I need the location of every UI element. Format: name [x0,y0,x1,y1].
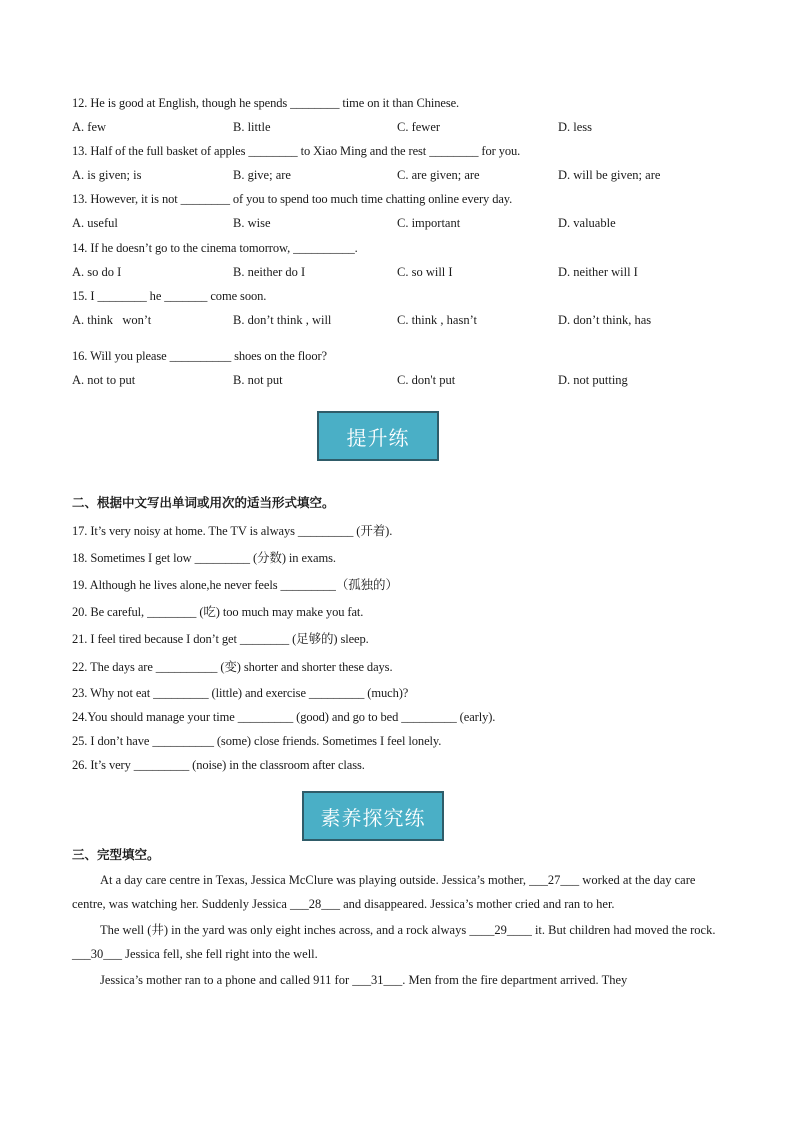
section-badge-improve: 提升练 [317,411,439,461]
option-a: A. not to put [72,373,136,387]
fill-item: 23. Why not eat _________ (little) and exercise _________ (much)? [72,686,409,700]
option-a: A. so do I [72,265,122,279]
question-options [72,372,752,388]
question-options [72,119,752,135]
option-c: C. think , hasn’t [397,313,477,327]
question-stem: 13. Half of the full basket of apples ________ to Xiao Ming and the rest ________ for you. [72,144,521,158]
option-b: B. neither do I [233,265,306,279]
option-a: A. few [72,120,107,134]
option-a: A. is given; is [72,168,142,182]
option-d: D. valuable [558,216,616,230]
option-a: A. useful [72,216,118,230]
question-options [72,312,752,328]
question-stem: 14. If he doesn’t go to the cinema tomorrow, __________. [72,241,358,255]
option-c: C. so will I [397,265,453,279]
fill-item: 26. It’s very _________ (noise) in the classroom after class. [72,758,365,772]
section-title: 三、完型填空。 [72,847,160,862]
option-b: B. give; are [233,168,291,182]
cloze-paragraph: At a day care centre in Texas, Jessica McClure was playing outside. Jessica’s mother, ___27___ worked at the day care centre, was watching her. Suddenly Jessica ___28___ and disappeared. Jessica’s mother cried and ran to her. [72,873,696,911]
cloze-paragraph: The well (井) in the yard was only eight inches across, and a rock always ____29____ it. But children had moved the rock. ___30___ Jessica fell, she fell right into the well. [72,923,716,961]
option-c: C. are given; are [397,168,480,182]
fill-item: 18. Sometimes I get low _________ (分数) in exams. [72,551,336,565]
question-stem: 16. Will you please __________ shoes on the floor? [72,349,327,363]
fill-item: 17. It’s very noisy at home. The TV is always _________ (开着). [72,524,393,538]
option-c: C. don't put [397,373,456,387]
question-options [72,167,752,183]
fill-item: 24.You should manage your time _________ (good) and go to bed _________ (early). [72,710,496,724]
question-options [72,215,752,231]
option-d: D. will be given; are [558,168,661,182]
option-d: D. not putting [558,373,628,387]
option-b: B. not put [233,373,283,387]
fill-item: 21. I feel tired because I don’t get ________ (足够的) sleep. [72,632,369,646]
option-b: B. wise [233,216,271,230]
question-stem: 15. I ________ he _______ come soon. [72,289,267,303]
option-d: D. don’t think, has [558,313,652,327]
fill-item: 25. I don’t have __________ (some) close friends. Sometimes I feel lonely. [72,734,442,748]
option-d: D. less [558,120,593,134]
fill-item: 19. Although he lives alone,he never feels _________（孤独的） [72,578,398,592]
question-stem: 12. He is good at English, though he spends ________ time on it than Chinese. [72,96,460,110]
option-b: B. don’t think , will [233,313,332,327]
section-badge-literacy: 素养探究练 [302,791,444,841]
option-a: A. think won’t [72,313,152,327]
option-c: C. important [397,216,461,230]
question-options [72,264,752,280]
fill-item: 22. The days are __________ (变) shorter and shorter these days. [72,660,393,674]
question-stem: 13. However, it is not ________ of you to spend too much time chatting online every day. [72,192,513,206]
fill-item: 20. Be careful, ________ (吃) too much may make you fat. [72,605,364,619]
option-b: B. little [233,120,271,134]
cloze-paragraph: Jessica’s mother ran to a phone and called 911 for ___31___. Men from the fire department arrived. They [100,973,628,987]
option-d: D. neither will I [558,265,638,279]
section-title: 二、根据中文写出单词或用次的适当形式填空。 [72,495,335,510]
option-c: C. fewer [397,120,441,134]
cloze-passage [72,868,722,992]
